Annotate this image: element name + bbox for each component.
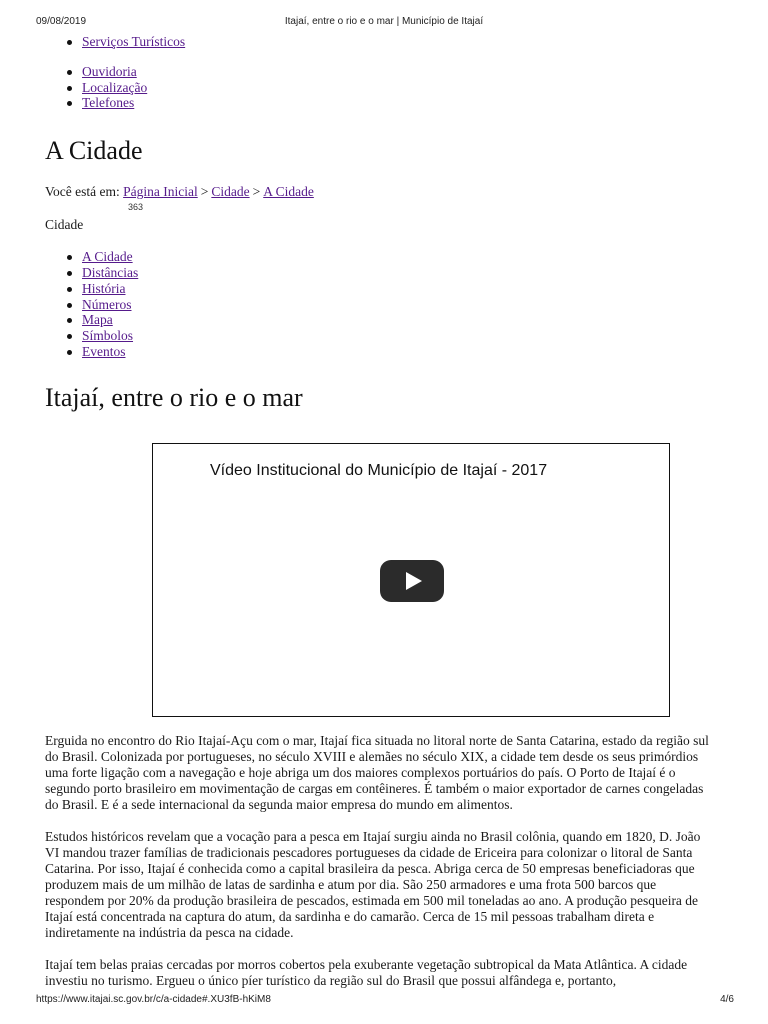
print-date: 09/08/2019 — [36, 16, 87, 27]
sidebar-item-numeros[interactable]: Números — [82, 296, 132, 312]
sidebar-item-mapa[interactable]: Mapa — [82, 312, 113, 328]
list-item — [0, 312, 768, 328]
list-item — [0, 80, 768, 96]
section-title: A Cidade — [45, 136, 143, 166]
article-paragraph: Itajaí tem belas praias cercadas por morros cobertos pela exuberante vegetação subtropical da Mata Atlântica. A cidade investiu no turismo. Ergueu o único píer turístico da região sul do Brasil que possui alfândega e, portanto, — [45, 956, 688, 988]
sidebar-item-simbolos[interactable]: Símbolos — [82, 328, 134, 344]
link-telefones[interactable]: Telefones — [82, 95, 135, 111]
breadcrumb — [45, 184, 768, 213]
breadcrumb-separator: > — [200, 184, 209, 200]
article-title: Itajaí, entre o rio e o mar — [45, 382, 303, 412]
list-item — [0, 249, 768, 265]
sidebar-item-distancias[interactable]: Distâncias — [82, 264, 139, 280]
list-item — [0, 344, 768, 360]
link-servicos-turisticos[interactable]: Serviços Turísticos — [82, 34, 186, 49]
list-item — [0, 64, 768, 80]
list-item — [0, 34, 768, 50]
article-paragraph: Estudos históricos revelam que a vocação para a pesca em Itajaí surgiu ainda no Brasil colônia, quando em 1820, D. João VI mandou trazer famílias de tradicionais pescadores portugueses da cidade de Ericeira para colonizar o litoral de Santa Catarina. Por isso, Itajaí é conhecida como a capital brasileira da pesca. Abriga cerca de 50 empresas beneficiadoras que produzem mais de um milhão de latas de sardinha e atum por dia. São 250 armadores e uma frota 500 barcos que respondem por 20% da produção brasileira de pescados, estimada em 500 mil toneladas ao ano. A produção pesqueira de Itajaí está concentrada na captura do atum, da sardinha e do camarão. Cerca de 15 mil pessoas trabalham direta e indiretamente na indústria da pesca na cidade. — [45, 828, 701, 940]
article-body — [45, 733, 717, 989]
breadcrumb-prefix: Você está em: — [45, 184, 120, 200]
sidebar-heading: Cidade — [45, 217, 84, 233]
view-counter: 363 — [128, 202, 144, 213]
link-ouvidoria[interactable]: Ouvidoria — [82, 63, 137, 79]
print-url: https://www.itajai.sc.gov.br/c/a-cidade#.XU3fB-hKiM8 — [36, 994, 271, 1005]
link-localizacao[interactable]: Localização — [82, 79, 148, 95]
nav-list-tourism — [0, 34, 768, 50]
sidebar-menu — [0, 249, 768, 360]
list-item — [0, 95, 768, 111]
breadcrumb-cidade-link[interactable]: Cidade — [211, 184, 250, 200]
article-paragraph: Erguida no encontro do Rio Itajaí-Açu com o mar, Itajaí fica situada no litoral norte de Santa Catarina, estado da região sul do Brasil. Colonizada por portugueses, no século XVIII e alemães no século XIX, a cidade tem desde os seus primórdios uma forte ligação com a navegação e hoje abriga um dos maiores complexos portuários do país. O Porto de Itajaí é o segundo porto brasileiro em movimentação de cargas em contêineres. É também o maior exportador de carnes congeladas do Brasil. E é a sede internacional da segunda maior empresa do mundo em alimentos. — [45, 732, 709, 812]
sidebar-item-historia[interactable]: História — [82, 280, 126, 296]
nav-list-contact — [0, 64, 768, 111]
page-content — [0, 33, 768, 1005]
play-icon[interactable] — [380, 560, 444, 602]
print-header — [0, 16, 768, 30]
breadcrumb-a-cidade-link[interactable]: A Cidade — [263, 184, 314, 200]
sidebar-item-eventos[interactable]: Eventos — [82, 343, 126, 359]
breadcrumb-separator: > — [252, 184, 261, 200]
list-item — [0, 297, 768, 313]
print-footer — [0, 994, 768, 1008]
sidebar-item-a-cidade[interactable]: A Cidade — [82, 249, 133, 265]
print-page-number: 4/6 — [720, 994, 734, 1005]
list-item — [0, 328, 768, 344]
video-embed[interactable] — [152, 443, 670, 717]
list-item — [0, 265, 768, 281]
breadcrumb-home-link[interactable]: Página Inicial — [123, 184, 198, 200]
video-title: Vídeo Institucional do Município de Itajaí - 2017 — [210, 461, 548, 479]
print-page-title: Itajaí, entre o rio e o mar | Município de Itajaí — [284, 16, 484, 27]
list-item — [0, 281, 768, 297]
